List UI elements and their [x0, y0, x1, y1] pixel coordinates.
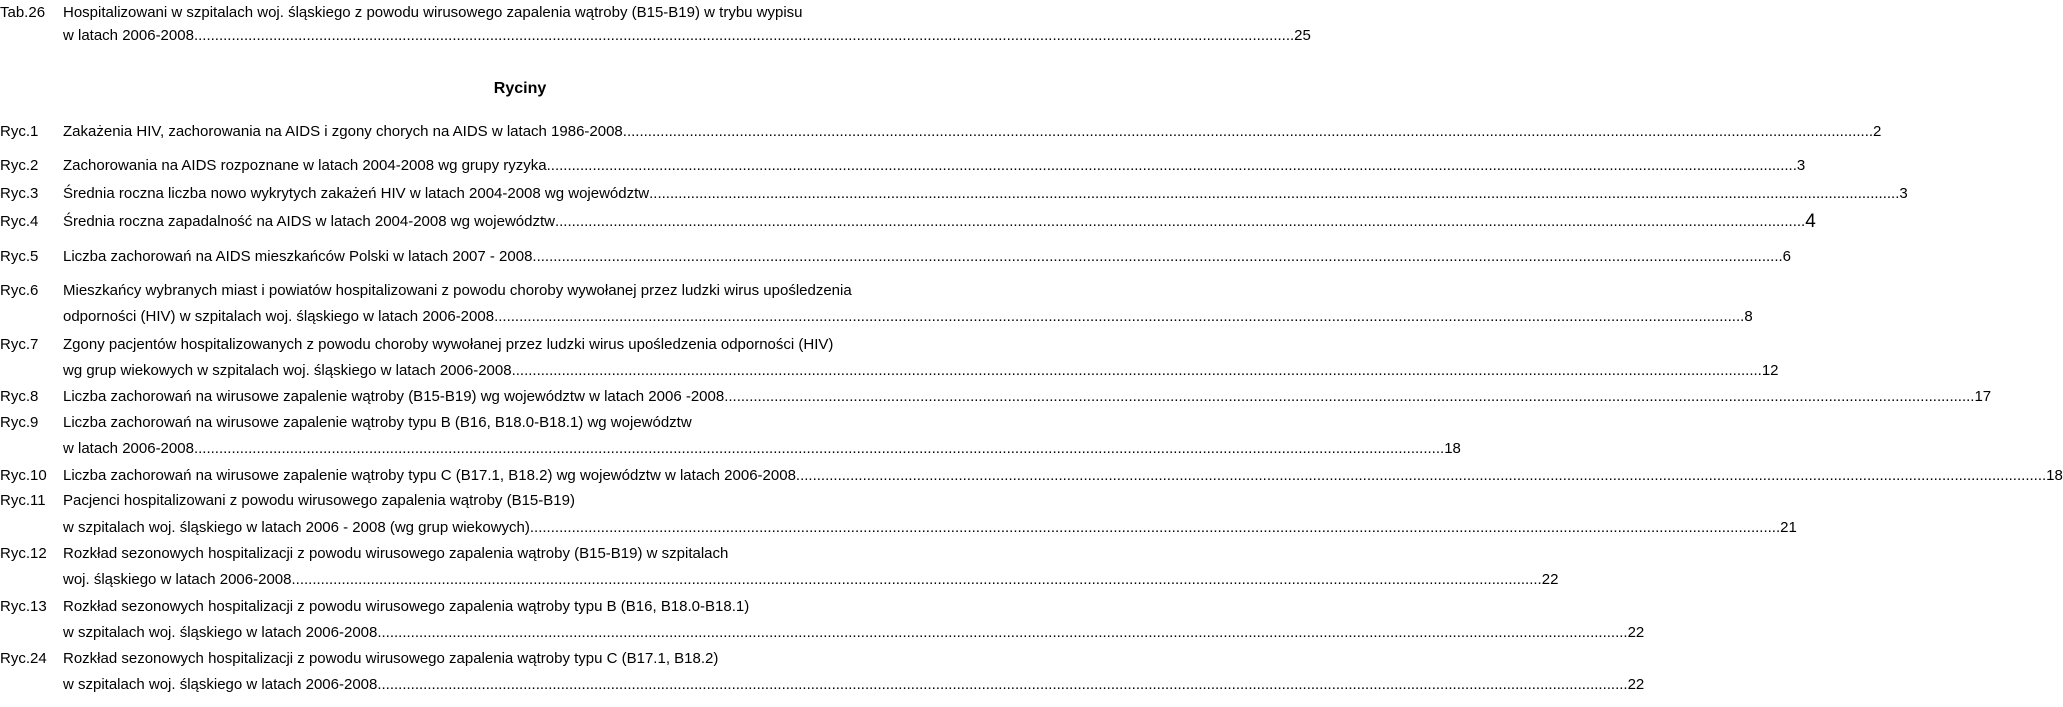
- toc-page-number: 12: [1761, 362, 1779, 379]
- toc-entry-title: Mieszkańcy wybranych miast i powiatów hospitalizowani z powodu choroby wywołanej przez ludzki wirus upośledzenia: [63, 282, 852, 299]
- toc-entry-text: [63, 244, 1792, 270]
- toc-entry-title: wg grup wiekowych w szpitalach woj. śląskiego w latach 2006-2008: [63, 362, 512, 379]
- toc-leader-dots: ............................................................................................................................................................................................................................................................................................................: [532, 248, 1783, 265]
- toc-entry-title: Liczba zachorowań na wirusowe zapalenie wątroby (B15-B19) wg województw w latach 2006 -2008: [63, 388, 725, 405]
- toc-entry-title: Hospitalizowani w szpitalach woj. śląskiego z powodu wirusowego zapalenia wątroby (B15-B19) w trybu wypisu: [63, 4, 803, 21]
- toc-entry-label: Ryc.6: [0, 282, 39, 299]
- toc-entry-title: Liczba zachorowań na wirusowe zapalenie wątroby typu B (B16, B18.0-B18.1) wg województw: [63, 414, 692, 431]
- toc-page-number: 22: [1627, 624, 1645, 641]
- toc-entry-text: [63, 119, 1882, 145]
- toc-leader-dots: ........................................................................................................................................................................................................................................................................: [193, 27, 1295, 44]
- toc-entry-text: [63, 304, 1753, 330]
- toc-entry-continuation: [0, 515, 1797, 541]
- toc-entry: [0, 153, 1806, 179]
- toc-leader-dots: ............................................................................................................................................................................................................................................................................................................: [529, 519, 1781, 536]
- toc-leader-dots: ............................................................................................................................................................................................................................................................................................................: [291, 571, 1542, 588]
- toc-entry: [0, 488, 958, 514]
- toc-entry-text: [63, 672, 1645, 698]
- toc-entry-title: w szpitalach woj. śląskiego w latach 2006-2008: [63, 676, 378, 693]
- page-title: Ryciny: [493, 80, 547, 97]
- toc-entry-text: [63, 181, 1908, 207]
- toc-entry: [0, 209, 1816, 235]
- toc-entry: [0, 332, 958, 358]
- toc-entry-text: [63, 567, 1559, 593]
- toc-entry-title: Liczba zachorowań na AIDS mieszkańców Polski w latach 2007 - 2008: [63, 248, 533, 265]
- toc-entry-title: Liczba zachorowań na wirusowe zapalenie wątroby typu C (B17.1, B18.2) wg województw w latach 2006-2008: [63, 467, 796, 484]
- toc-entry-title: Zachorowania na AIDS rozpoznane w latach 2004-2008 wg grupy ryzyka: [63, 157, 547, 174]
- toc-entry-continuation: [0, 567, 1559, 593]
- toc-entry-title: Rozkład sezonowych hospitalizacji z powodu wirusowego zapalenia wątroby typu C (B17.1, B18.2): [63, 650, 719, 667]
- toc-entry-label: Ryc.2: [0, 157, 39, 174]
- toc-entry-text: [63, 332, 958, 358]
- toc-entry-title: w szpitalach woj. śląskiego w latach 2006 - 2008 (wg grup wiekowych): [63, 519, 530, 536]
- toc-entry-title: odporności (HIV) w szpitalach woj. śląskiego w latach 2006-2008: [63, 308, 495, 325]
- toc-entry-continuation: [0, 436, 1461, 462]
- toc-entry-continuation: [0, 620, 1645, 646]
- toc-entry-title: w latach 2006-2008: [63, 440, 194, 457]
- toc-entry-label: Ryc.13: [0, 598, 47, 615]
- toc-entry-text: [63, 541, 958, 567]
- toc-entry: [0, 594, 958, 620]
- toc-entry-title: Średnia roczna liczba nowo wykrytych zakażeń HIV w latach 2004-2008 wg województw: [63, 185, 650, 202]
- toc-entry: [0, 463, 2063, 489]
- toc-entry: [0, 541, 958, 567]
- toc-entry-text: [63, 153, 1806, 179]
- toc-entry-text: [63, 410, 958, 436]
- toc-leader-dots: ............................................................................................................................................................................................................................................................................................................: [795, 467, 2047, 484]
- toc-entry-text: [63, 488, 958, 514]
- toc-page-number: 22: [1627, 676, 1645, 693]
- toc-page-number: 8: [1744, 308, 1753, 325]
- toc-entry-text: [63, 646, 958, 672]
- toc-entry-label: Ryc.7: [0, 336, 39, 353]
- toc-entry-title: Zakażenia HIV, zachorowania na AIDS i zgony chorych na AIDS w latach 1986-2008: [63, 123, 623, 140]
- toc-leader-dots: ............................................................................................................................................................................................................................................................................................................: [511, 362, 1762, 379]
- toc-entry-continuation: [0, 304, 1753, 330]
- toc-entry: [0, 410, 958, 436]
- toc-entry-title: Średnia roczna zapadalność na AIDS w latach 2004-2008 wg województw: [63, 213, 555, 230]
- toc-entry-label: Ryc.9: [0, 414, 39, 431]
- toc-entry-label: Ryc.11: [0, 492, 46, 509]
- toc-entry-text: [63, 278, 958, 304]
- toc-entry-text: [63, 384, 1992, 410]
- toc-leader-dots: ............................................................................................................................................................................................................................................................................................................: [622, 123, 1874, 140]
- toc-leader-dots: ............................................................................................................................................................................................................................................................................................................: [377, 624, 1628, 641]
- toc-entry-label: Tab.26: [0, 4, 46, 21]
- toc-page-number: 6: [1782, 248, 1792, 265]
- toc-entry-text: [63, 620, 1645, 646]
- toc-entry-label: Ryc.1: [0, 123, 39, 140]
- toc-entry: [0, 646, 958, 672]
- toc-entry-title: Rozkład sezonowych hospitalizacji z powodu wirusowego zapalenia wątroby (B15-B19) w szpitalach: [63, 545, 729, 562]
- toc-page-number: 18: [2046, 467, 2063, 484]
- toc-entry-label: Ryc.12: [0, 545, 47, 562]
- toc-entry-tab26-cont: [0, 23, 1311, 49]
- toc-entry-text: [63, 515, 1797, 541]
- toc-page-number: 18: [1444, 440, 1461, 457]
- toc-entry-text: [63, 209, 1816, 235]
- toc-entry-continuation: [0, 358, 1779, 384]
- toc-page-number: 3: [1796, 157, 1806, 174]
- toc-entry-text: [63, 594, 958, 620]
- toc-entry-label: Ryc.4: [0, 213, 39, 230]
- toc-entry-title: w latach 2006-2008: [63, 27, 194, 44]
- toc-page-number: 22: [1541, 571, 1559, 588]
- toc-page-number: 17: [1974, 388, 1992, 405]
- toc-entry-title: w szpitalach woj. śląskiego w latach 2006-2008: [63, 624, 378, 641]
- toc-leader-dots: ............................................................................................................................................................................................................................................................................................................: [377, 676, 1628, 693]
- toc-entry-text: [63, 463, 2063, 489]
- toc-page-number: 2: [1873, 123, 1882, 140]
- toc-entry-label: Ryc.10: [0, 467, 47, 484]
- toc-entry: [0, 119, 1882, 145]
- toc-page-number: 3: [1899, 185, 1908, 202]
- toc-entry-title: Rozkład sezonowych hospitalizacji z powodu wirusowego zapalenia wątroby typu B (B16, B18.0-B18.1): [63, 598, 750, 615]
- toc-leader-dots: ............................................................................................................................................................................................................................................................................................................: [724, 388, 1975, 405]
- toc-leader-dots: ............................................................................................................................................................................................................................................................................................................: [554, 213, 1806, 230]
- toc-leader-dots: ............................................................................................................................................................................................................................................................................................................: [546, 157, 1797, 174]
- toc-page-number: 4: [1805, 211, 1816, 232]
- toc-entry: [0, 244, 1792, 270]
- toc-leader-dots: ............................................................................................................................................................................................................................................................................................................: [193, 440, 1445, 457]
- toc-leader-dots: ............................................................................................................................................................................................................................................................................................................: [494, 308, 1745, 325]
- toc-page-number: 21: [1780, 519, 1797, 536]
- toc-entry-continuation: [0, 672, 1645, 698]
- toc-entry: [0, 384, 1992, 410]
- toc-entry-label: Ryc.8: [0, 388, 39, 405]
- toc-entry-title: Zgony pacjentów hospitalizowanych z powodu choroby wywołanej przez ludzki wirus upośledzenia odporności (HIV): [63, 336, 834, 353]
- toc-page-number: 25: [1294, 27, 1311, 44]
- toc-entry-text: [63, 23, 1311, 49]
- toc-entry-label: Ryc.24: [0, 650, 47, 667]
- toc-entry-text: [63, 436, 1461, 462]
- toc-entry: [0, 181, 1908, 207]
- toc-entry-title: Pacjenci hospitalizowani z powodu wirusowego zapalenia wątroby (B15-B19): [63, 492, 575, 509]
- toc-entry-title: woj. śląskiego w latach 2006-2008: [63, 571, 292, 588]
- toc-leader-dots: ............................................................................................................................................................................................................................................................................................................: [649, 185, 1900, 202]
- toc-entry-label: Ryc.3: [0, 185, 39, 202]
- toc-entry-text: [63, 358, 1779, 384]
- toc-entry-label: Ryc.5: [0, 248, 39, 265]
- toc-entry: [0, 278, 958, 304]
